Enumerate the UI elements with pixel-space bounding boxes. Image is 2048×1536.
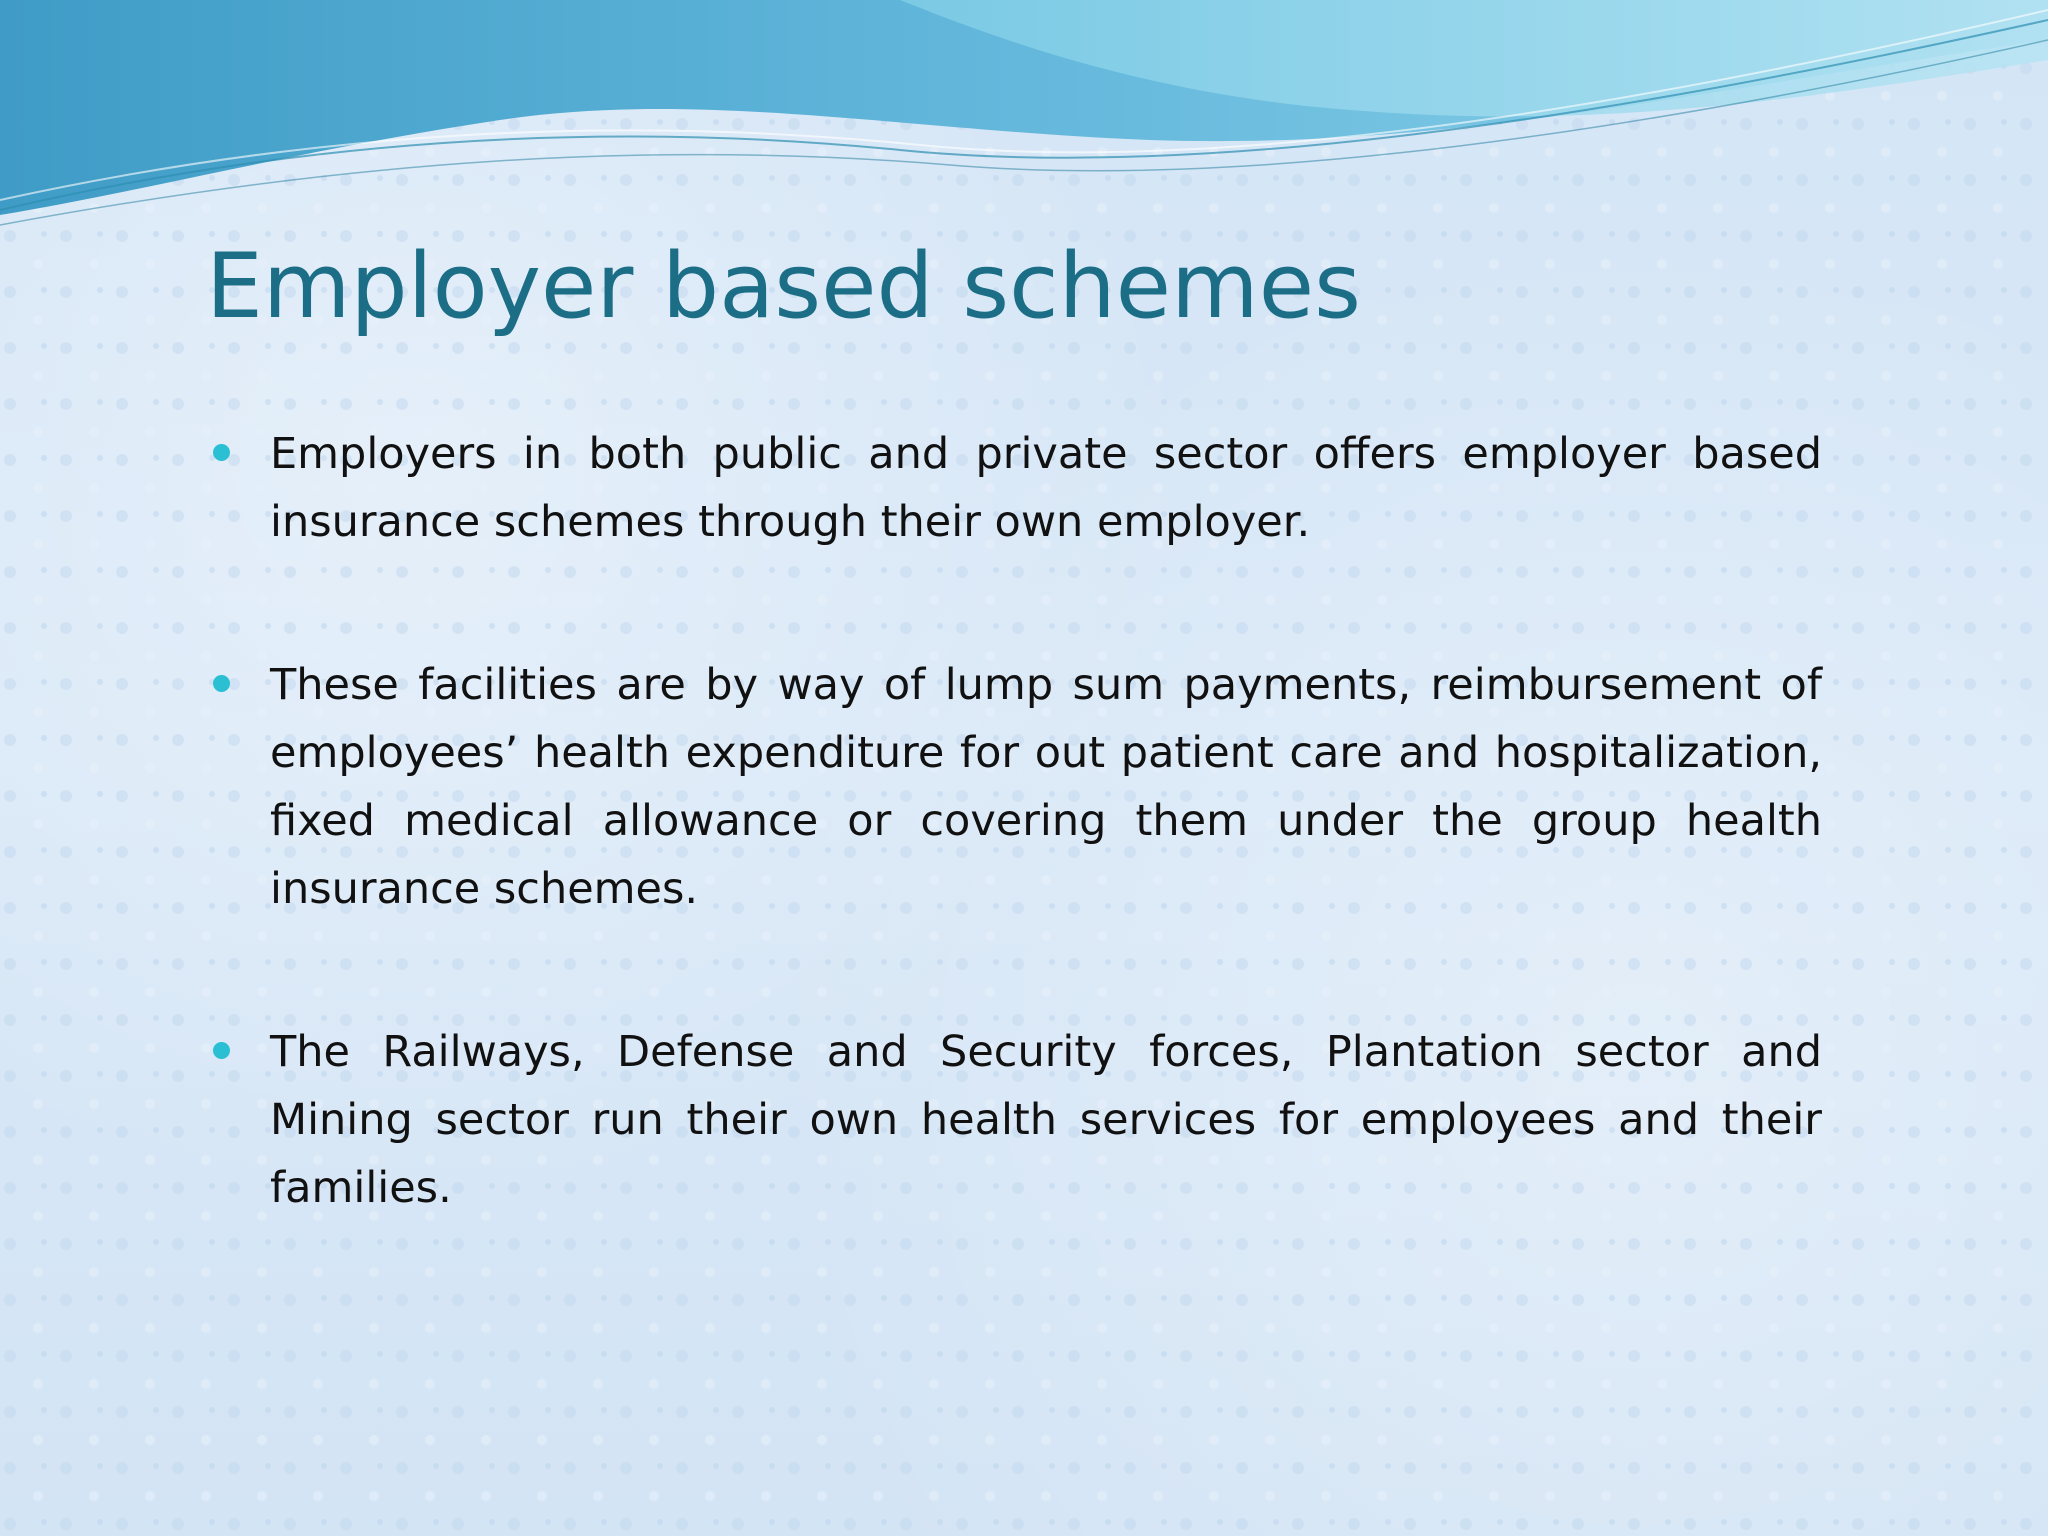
bullet-text: The Railways, Defense and Security forces, Plantation sector and Mining sector run their own health services for employees and their families. — [270, 1027, 1822, 1213]
bullet-dot-icon — [213, 444, 230, 461]
bullet-item — [270, 420, 1822, 556]
header-wave-decoration — [0, 0, 2048, 240]
bullet-text: These facilities are by way of lump sum payments, reimbursement of employees’ health expenditure for out patient care and hospitalization, fixed medical allowance or covering them under the group health insurance schemes. — [270, 660, 1822, 914]
bullet-item — [270, 651, 1822, 923]
bullet-dot-icon — [213, 675, 230, 692]
bullet-item — [270, 1018, 1822, 1222]
bullet-text: Employers in both public and private sector offers employer based insurance schemes through their own employer. — [270, 429, 1822, 547]
bullet-list — [270, 420, 1822, 1317]
bullet-dot-icon — [213, 1042, 230, 1059]
slide-title: Employer based schemes — [206, 234, 1361, 339]
